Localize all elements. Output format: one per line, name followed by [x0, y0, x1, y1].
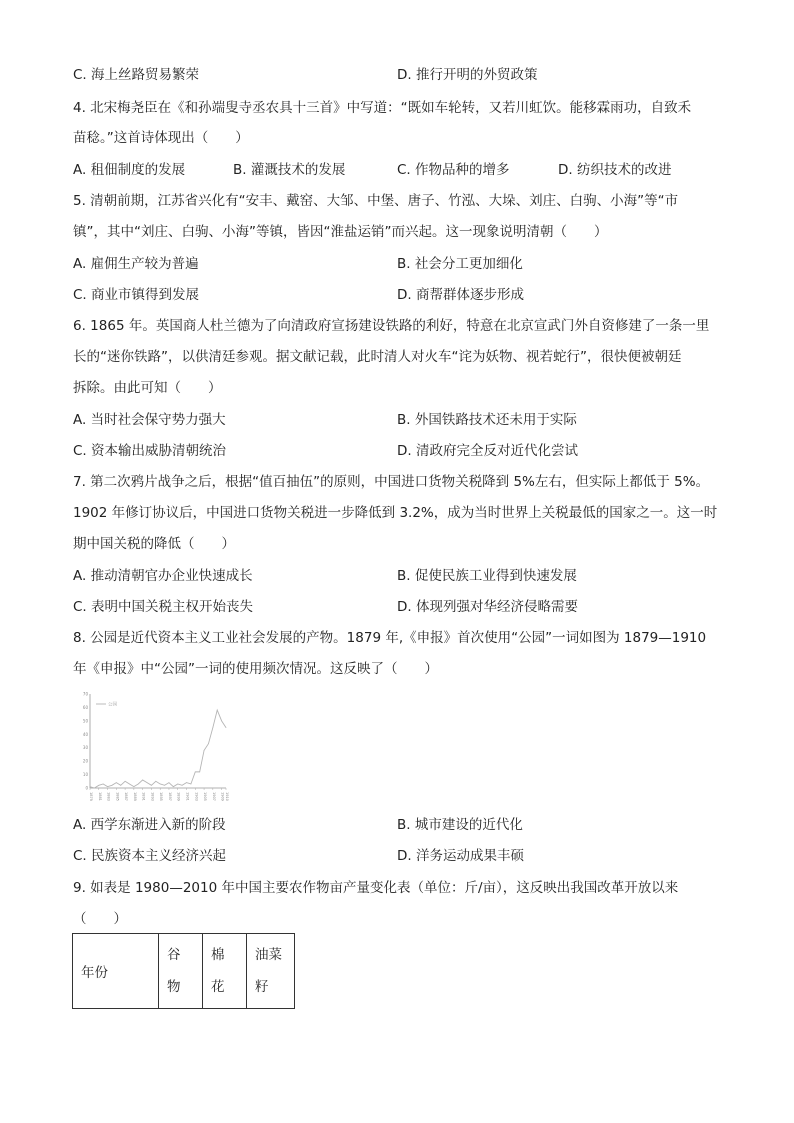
chart-x-tick-label: 1887	[124, 792, 129, 801]
chart-x-tick-label: 1883	[106, 792, 111, 801]
chart-y-tick-label: 60	[82, 704, 88, 710]
table-header-row	[73, 934, 295, 1009]
chart-point	[204, 750, 205, 751]
chart-y-tick-label: 40	[82, 731, 88, 737]
chart-point	[208, 743, 209, 744]
chart-point	[160, 784, 161, 785]
q8-option-d: D. 洋务运动成果丰硕	[397, 848, 524, 864]
usage-frequency-chart	[80, 688, 230, 806]
q7-stem-line1: 7. 第二次鸦片战争之后，根据“值百抽伍”的原则，中国进口货物关税降到 5%左右，但实际上都低于 5%。	[73, 474, 710, 490]
q7-stem-line3: 期中国关税的降低（ ）	[73, 536, 235, 552]
chart-point	[134, 786, 135, 787]
chart-point	[98, 785, 99, 786]
chart-point	[169, 782, 170, 783]
chart-point	[90, 786, 91, 787]
chart-point	[182, 785, 183, 786]
chart-y-tick-label: 20	[82, 758, 88, 764]
chart-y-tick-label: 50	[82, 718, 88, 724]
chart-point	[221, 721, 222, 722]
chart-legend-label: 公园	[108, 702, 117, 708]
chart-x-tick-label: 1901	[185, 792, 190, 801]
chart-point	[226, 727, 227, 728]
header-rapeseed-line2: 籽	[255, 979, 269, 995]
chart-point	[120, 785, 121, 786]
chart-x-tick-label: 1885	[115, 792, 120, 801]
q6-option-b: B. 外国铁路技术还未用于实际	[397, 412, 577, 428]
q4-option-b: B. 灌溉技术的发展	[233, 162, 346, 178]
header-cotton-line1: 棉	[211, 947, 225, 963]
chart-x-tick-label: 1879	[89, 792, 93, 801]
chart-point	[186, 782, 187, 783]
q4-option-c: C. 作物品种的增多	[397, 162, 510, 178]
chart-series-line	[90, 710, 226, 788]
chart-y-tick-label: 0	[85, 785, 88, 791]
chart-x-tick-label: 1907	[211, 792, 216, 801]
chart-y-ticks	[83, 692, 89, 791]
chart-point	[129, 784, 130, 785]
chart-legend	[96, 701, 117, 708]
chart-y-tick-label: 70	[82, 691, 88, 697]
option-c: C. 海上丝路贸易繁荣	[73, 67, 200, 83]
header-rapeseed-line1: 油菜	[255, 947, 282, 963]
q6-stem-line1: 6. 1865 年。英国商人杜兰德为了向清政府宣扬建设铁路的利好，特意在北京宣武门外自资修建了一条一里	[73, 318, 710, 334]
chart-point	[142, 780, 143, 781]
chart-point	[94, 788, 95, 789]
q6-option-c: C. 资本输出威胁清朝统治	[73, 443, 227, 459]
chart-point	[107, 786, 108, 787]
q7-stem-line2: 1902 年修订协议后，中国进口货物关税进一步降低到 3.2%，成为当时世界上关税最低的国家之一。这一时	[73, 505, 718, 521]
q6-stem-line3: 拆除。由此可知（ ）	[73, 380, 222, 396]
chart-point	[116, 782, 117, 783]
q8-option-a: A. 西学东渐进入新的阶段	[73, 817, 226, 833]
chart-x-tick-label: 1910	[225, 792, 229, 801]
chart-point	[164, 785, 165, 786]
chart-point	[155, 781, 156, 782]
header-grain-line2: 物	[167, 979, 181, 995]
q7-option-a: A. 推动清朝官办企业快速成长	[73, 568, 253, 584]
q5-stem-line2: 镇”，其中“刘庄、白驹、小海”等镇，皆因“淮盐运销”而兴起。这一现象说明清朝（ ）	[73, 224, 608, 240]
chart-x-tick-label: 1903	[194, 792, 199, 801]
q4-stem-line2: 苗稔。”这首诗体现出（ ）	[73, 130, 249, 146]
crop-yield-table	[72, 933, 295, 1009]
q5-option-a: A. 雇佣生产较为普遍	[73, 256, 199, 272]
q5-option-c: C. 商业市镇得到发展	[73, 287, 200, 303]
q9-stem-line1: 9. 如表是 1980—2010 年中国主要农作物亩产量变化表（单位：斤/亩），这反映出我国改革开放以来	[73, 880, 679, 896]
chart-point	[191, 784, 192, 785]
option-d: D. 推行开明的外贸政策	[397, 67, 538, 83]
header-year: 年份	[73, 934, 159, 1009]
chart-point	[138, 784, 139, 785]
chart-point	[173, 786, 174, 787]
chart-series	[90, 710, 227, 789]
chart-point	[103, 784, 104, 785]
chart-point	[151, 785, 152, 786]
header-cotton-line2: 花	[211, 979, 225, 995]
chart-x-tick-label: 1897	[167, 792, 172, 801]
chart-point	[195, 772, 196, 773]
chart-point	[112, 785, 113, 786]
q5-option-b: B. 社会分工更加细化	[397, 256, 523, 272]
q8-stem-line1: 8. 公园是近代资本主义工业社会发展的产物。1879 年,《申报》首次使用“公园”一词如图为 1879—1910	[73, 630, 707, 646]
q8-option-c: C. 民族资本主义经济兴起	[73, 848, 227, 864]
q9-stem-line2: （ ）	[73, 911, 127, 927]
q5-option-d: D. 商帮群体逐步形成	[397, 287, 524, 303]
chart-x-tick-label: 1881	[97, 792, 102, 801]
header-grain	[159, 934, 203, 1009]
q4-stem-line1: 4. 北宋梅尧臣在《和孙端叟寺丞农具十三首》中写道：“既如车轮转，又若川虹饮。能移霖雨功，自致禾	[73, 100, 692, 116]
chart-x-tick-label: 1893	[150, 792, 155, 801]
chart-point	[199, 772, 200, 773]
q4-option-a: A. 租佃制度的发展	[73, 162, 186, 178]
chart-point	[212, 727, 213, 728]
q6-option-a: A. 当时社会保守势力强大	[73, 412, 226, 428]
q6-stem-line2: 长的“迷你铁路”，以供清廷参观。据文献记载，此时清人对火车“诧为妖物、视若蛇行”，很快便被朝廷	[73, 349, 682, 365]
chart-x-tick-label: 1899	[176, 792, 181, 801]
chart-x-tick-label: 1895	[159, 792, 164, 801]
chart-point	[217, 710, 218, 711]
chart-x-ticks	[89, 788, 229, 801]
chart-y-tick-label: 30	[82, 745, 88, 751]
q7-option-b: B. 促使民族工业得到快速发展	[397, 568, 577, 584]
chart-axes	[90, 694, 226, 788]
chart-x-tick-label: 1889	[132, 792, 137, 801]
q4-option-d: D. 纺织技术的改进	[558, 162, 672, 178]
chart-point	[125, 781, 126, 782]
chart-x-tick-label: 1891	[141, 792, 146, 801]
q7-option-c: C. 表明中国关税主权开始丧失	[73, 599, 254, 615]
chart-y-tick-label: 10	[82, 772, 88, 778]
header-cotton	[203, 934, 247, 1009]
q7-option-d: D. 体现列强对华经济侵略需要	[397, 599, 578, 615]
chart-point	[177, 784, 178, 785]
q5-stem-line1: 5. 清朝前期，江苏省兴化有“安丰、戴窑、大邹、中堡、唐子、竹泓、大垛、刘庄、白驹、小海”等“市	[73, 193, 679, 209]
header-rapeseed	[247, 934, 295, 1009]
q8-stem-line2: 年《申报》中“公园”一词的使用频次情况。这反映了（ ）	[73, 661, 438, 677]
chart-x-tick-label: 1905	[203, 792, 208, 801]
header-grain-line1: 谷	[167, 947, 181, 963]
q6-option-d: D. 清政府完全反对近代化尝试	[397, 443, 578, 459]
q8-option-b: B. 城市建设的近代化	[397, 817, 523, 833]
chart-x-tick-label: 1909	[220, 792, 225, 801]
chart-point	[147, 782, 148, 783]
